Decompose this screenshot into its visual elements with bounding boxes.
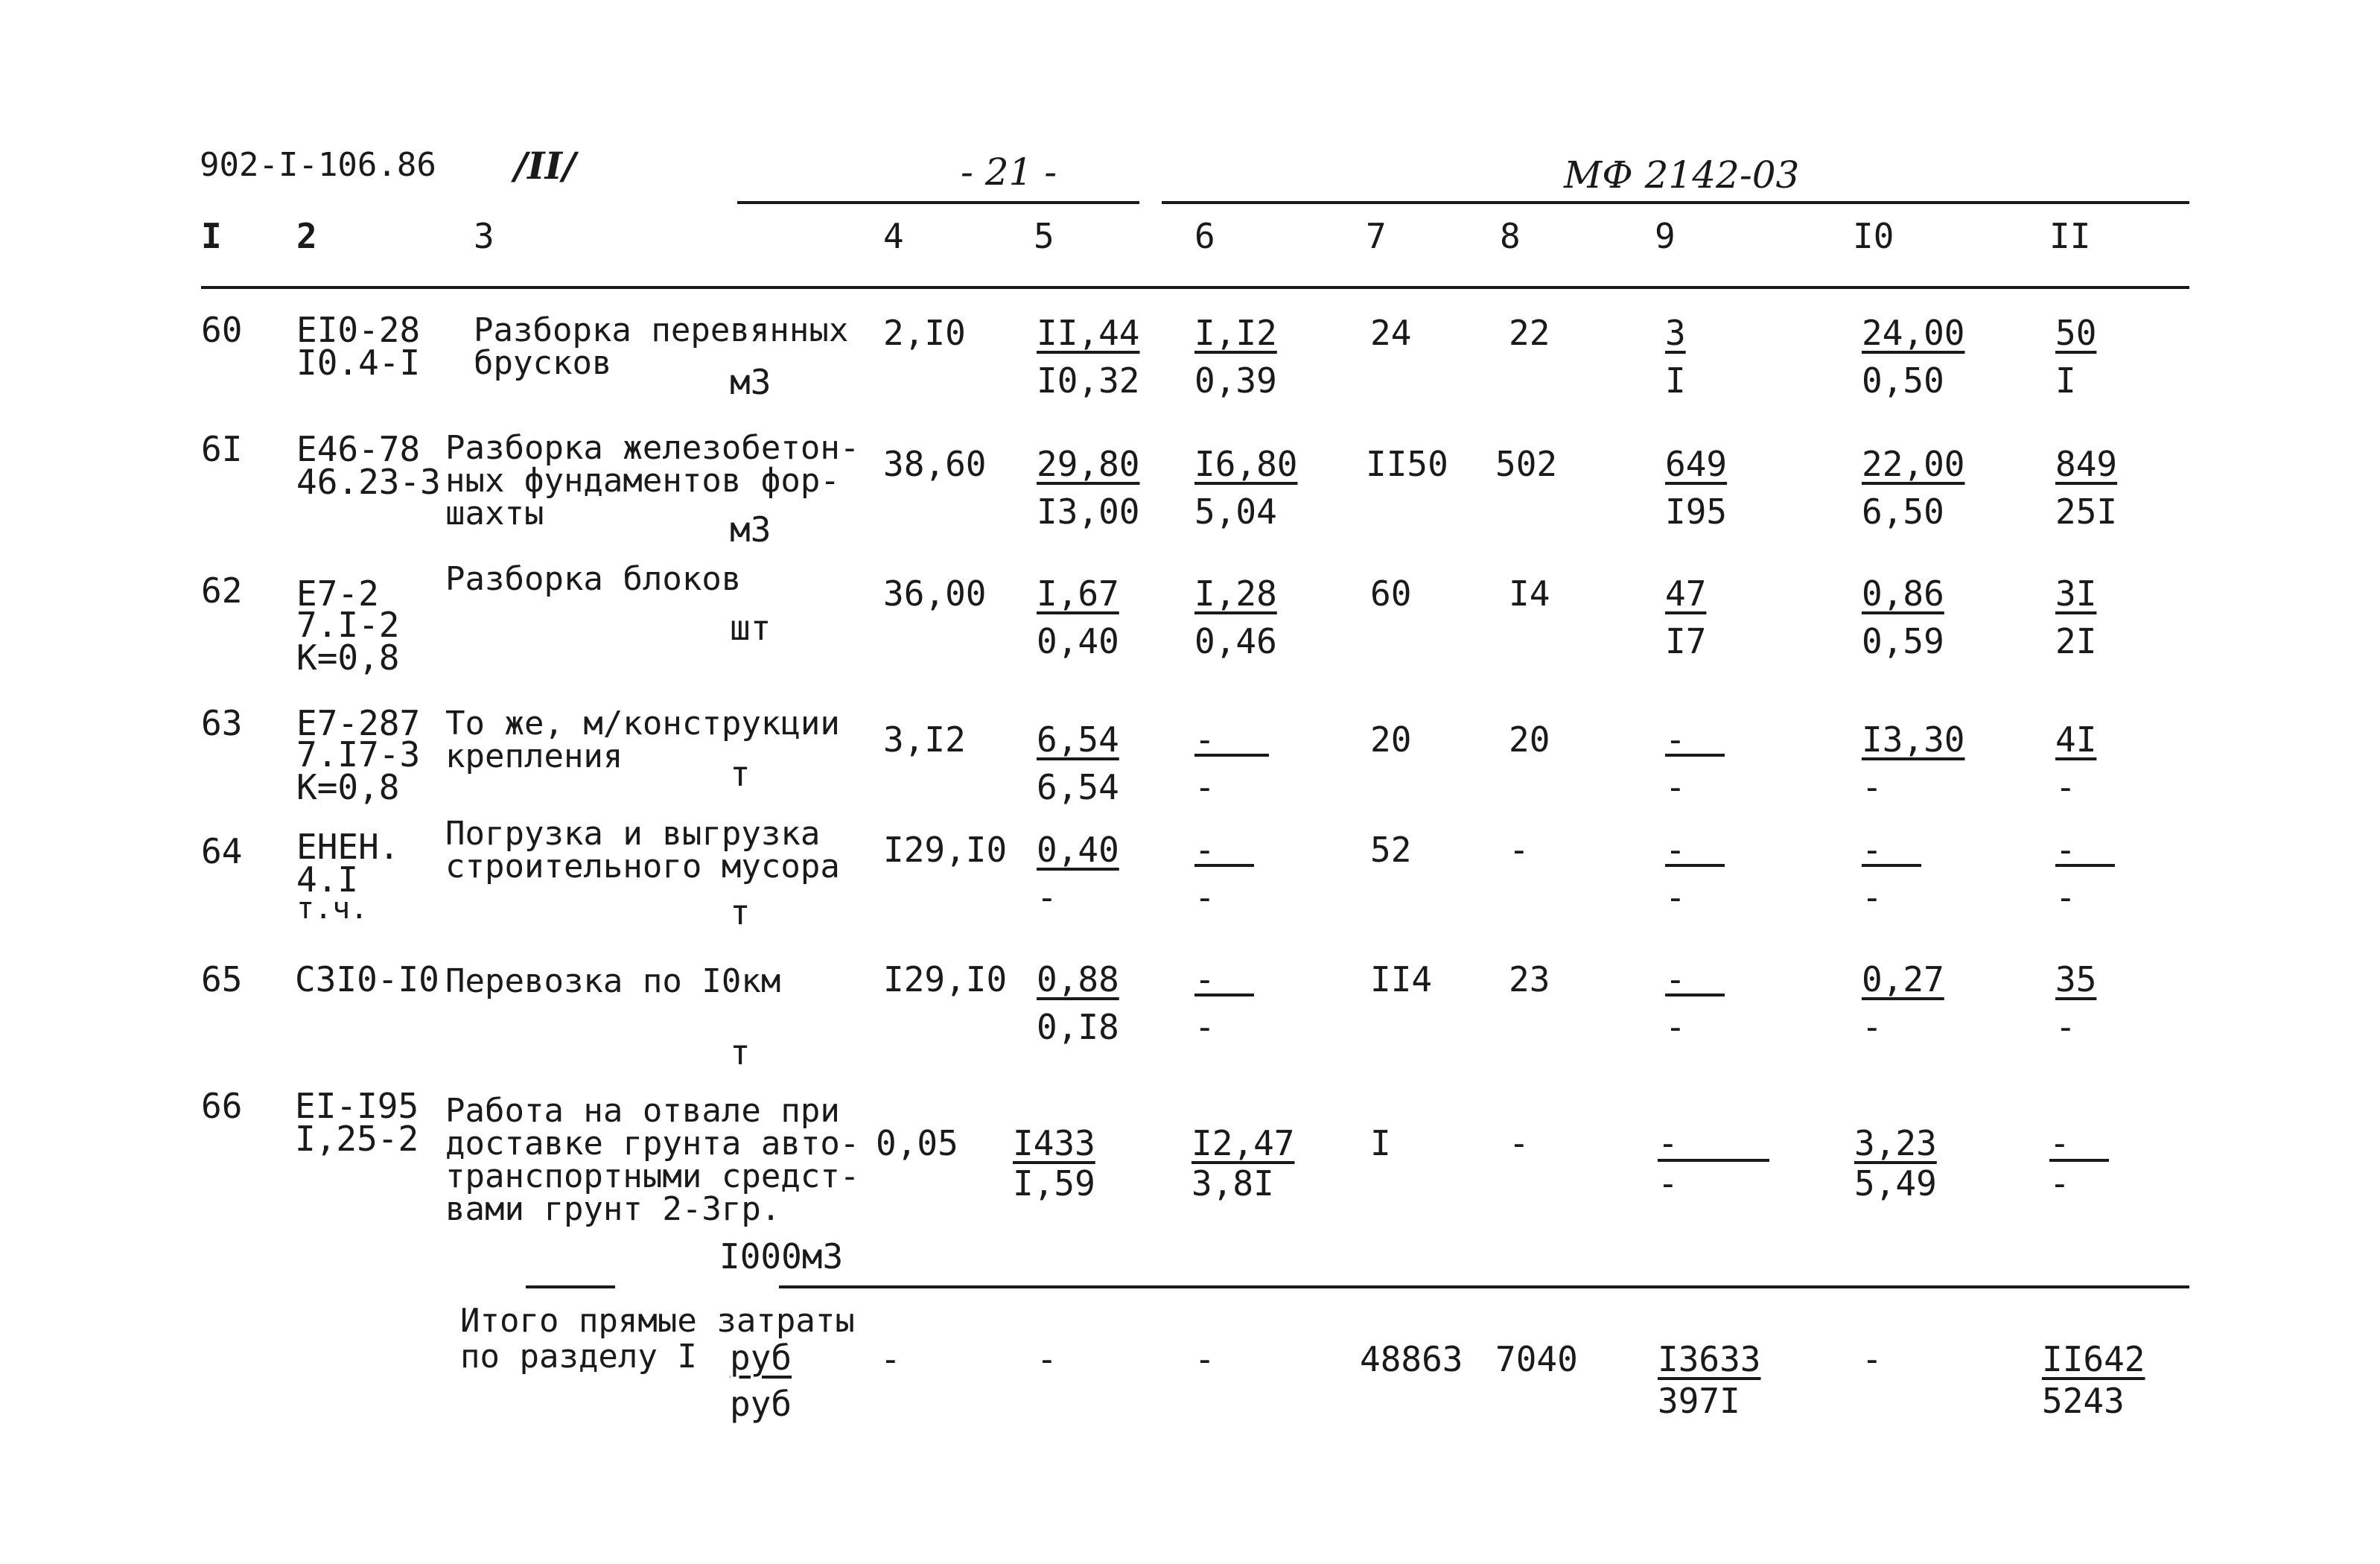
unit-cost: 0,88 xyxy=(1037,959,1119,999)
norm-code: Е7-2 xyxy=(296,573,379,614)
row-number: 63 xyxy=(201,703,243,743)
labor-total: 35 xyxy=(2055,959,2097,999)
work-description: вами грунт 2-3гр. xyxy=(445,1190,781,1228)
labor-norm-machine: - xyxy=(1862,1007,1883,1047)
underline-rule xyxy=(1194,864,1254,867)
machine-cost: - xyxy=(1194,830,1215,870)
work-description: Разборка блоков xyxy=(445,560,742,598)
labor-norm: - xyxy=(1862,830,1883,870)
norm-code: Е7-287 xyxy=(296,703,421,743)
column-header-5: 5 xyxy=(1034,216,1054,256)
norm-code: I0.4-I xyxy=(296,343,421,383)
total-label: Итого прямые затраты xyxy=(460,1302,855,1340)
column-header-rule xyxy=(201,286,2189,289)
unit-cost-wages: I3,00 xyxy=(1037,492,1140,532)
row-number: 66 xyxy=(201,1086,243,1126)
machine-cost: - xyxy=(1194,719,1215,760)
labor-norm-machine: 5,49 xyxy=(1854,1163,1937,1204)
total-unit-cost: - xyxy=(1037,1339,1057,1379)
underline-rule xyxy=(1658,1159,1769,1162)
machine-cost-wages: - xyxy=(1194,1007,1215,1047)
work-description: Разборка железобетон- xyxy=(445,429,860,467)
unit-cost-wages: I,59 xyxy=(1013,1163,1095,1204)
unit-cost: I,67 xyxy=(1037,573,1119,614)
total-direct-cost: 48863 xyxy=(1360,1339,1463,1379)
machine-cost: I6,80 xyxy=(1194,444,1298,484)
labor-norm: 22,00 xyxy=(1862,444,1965,484)
labor-norm: 0,86 xyxy=(1862,573,1944,614)
work-description: ных фундаментов фор- xyxy=(445,462,840,500)
norm-code: ЕI0-28 xyxy=(296,310,421,350)
machine-cost: I2,47 xyxy=(1191,1123,1295,1163)
labor-norm: 0,27 xyxy=(1862,959,1944,999)
machine-total-wages: I xyxy=(1665,360,1686,401)
work-description: строительного мусора xyxy=(445,848,840,886)
column-header-2: 2 xyxy=(296,216,317,256)
work-description: Работа на отвале при xyxy=(445,1092,840,1130)
unit-of-measure: I000м3 xyxy=(719,1236,844,1277)
unit-cost: I433 xyxy=(1013,1123,1095,1163)
unit-cost-wages: - xyxy=(1037,877,1057,918)
total-labor-machine: 5243 xyxy=(2042,1381,2125,1421)
unit-cost-wages: 0,I8 xyxy=(1037,1007,1119,1047)
page-number: - 21 - xyxy=(961,150,1057,194)
column-header-6: 6 xyxy=(1194,216,1215,256)
labor-norm-machine: 6,50 xyxy=(1862,492,1944,532)
total-machine-total-wages: 397I xyxy=(1658,1381,1740,1421)
underline-rule xyxy=(1862,864,1921,867)
total-label: по разделу I xyxy=(460,1338,697,1376)
quantity: I29,I0 xyxy=(883,830,1008,870)
norm-code: СЗI0-I0 xyxy=(295,959,439,999)
work-description: шахты xyxy=(445,495,544,533)
machine-cost: - xyxy=(1194,959,1215,999)
wages-total: 22 xyxy=(1509,313,1550,353)
total-labor-norm: - xyxy=(1862,1339,1883,1379)
total-cost: II4 xyxy=(1370,959,1433,999)
wages-total: I4 xyxy=(1509,573,1550,614)
norm-code: К=0,8 xyxy=(296,638,400,678)
norm-code: К=0,8 xyxy=(296,767,400,807)
total-unit: руб xyxy=(730,1338,792,1378)
labor-total: - xyxy=(2049,1123,2070,1163)
document-code: 902-I-106.86 xyxy=(200,146,436,184)
machine-total: - xyxy=(1665,959,1686,999)
total-quantity: - xyxy=(880,1339,901,1379)
labor-norm: 24,00 xyxy=(1862,313,1965,353)
row-number: 62 xyxy=(201,570,243,611)
column-header-1: I xyxy=(201,216,222,256)
machine-cost: I,28 xyxy=(1194,573,1277,614)
labor-total-machine: 25I xyxy=(2055,492,2118,532)
total-cost: 20 xyxy=(1370,719,1412,760)
header-rule-right xyxy=(1162,201,2189,204)
machine-cost-wages: - xyxy=(1194,767,1215,807)
total-cost: 24 xyxy=(1370,313,1412,353)
unit-of-measure: шт xyxy=(730,608,771,648)
unit-cost-wages: 6,54 xyxy=(1037,767,1119,807)
machine-total-wages: - xyxy=(1665,767,1686,807)
labor-total-machine: 2I xyxy=(2055,621,2097,661)
total-cost: 52 xyxy=(1370,830,1412,870)
machine-total: 649 xyxy=(1665,444,1728,484)
work-description: Разборка перевянных xyxy=(474,311,849,349)
labor-total: - xyxy=(2055,830,2076,870)
total-machine-cost: - xyxy=(1194,1339,1215,1379)
machine-total: - xyxy=(1665,830,1686,870)
machine-total-wages: - xyxy=(1665,1007,1686,1047)
machine-total: - xyxy=(1665,719,1686,760)
total-rule xyxy=(779,1285,2189,1288)
work-description: крепления xyxy=(445,737,623,775)
labor-norm-machine: 0,59 xyxy=(1862,621,1944,661)
total-unit: руб xyxy=(730,1384,792,1424)
underline-rule xyxy=(2055,864,2115,867)
unit-cost: 0,40 xyxy=(1037,830,1119,870)
underline-rule xyxy=(1665,864,1725,867)
machine-total-wages: - xyxy=(1665,877,1686,918)
unit-of-measure: т xyxy=(730,754,751,794)
labor-total-machine: - xyxy=(2055,877,2076,918)
wages-total: 502 xyxy=(1495,444,1558,484)
row-number: 64 xyxy=(201,831,243,871)
labor-norm: 3,23 xyxy=(1854,1123,1937,1163)
column-header-7: 7 xyxy=(1366,216,1387,256)
machine-total: 3 xyxy=(1665,313,1686,353)
labor-total-machine: I xyxy=(2055,360,2076,401)
unit-cost-wages: I0,32 xyxy=(1037,360,1140,401)
header-rule-left xyxy=(737,201,1139,204)
norm-code: Е46-78 xyxy=(296,429,421,469)
norm-code: ЕI-I95 xyxy=(295,1086,419,1126)
unit-cost: II,44 xyxy=(1037,313,1140,353)
labor-norm-machine: - xyxy=(1862,767,1883,807)
wages-total: - xyxy=(1509,1123,1530,1163)
labor-norm: I3,30 xyxy=(1862,719,1965,760)
total-labor: II642 xyxy=(2042,1339,2145,1379)
machine-cost-wages: 0,46 xyxy=(1194,621,1277,661)
labor-total-machine: - xyxy=(2055,767,2076,807)
machine-total-wages: - xyxy=(1658,1163,1679,1204)
work-description: транспортными средст- xyxy=(445,1157,860,1195)
machine-total-wages: I7 xyxy=(1665,621,1707,661)
machine-total: - xyxy=(1658,1123,1679,1163)
labor-total-machine: - xyxy=(2049,1163,2070,1204)
work-description: Погрузка и выгрузка xyxy=(445,815,821,853)
work-description: брусков xyxy=(474,344,612,382)
work-description: То же, м/конструкции xyxy=(445,705,840,743)
work-description: Перевозка по I0км xyxy=(445,962,781,1000)
unit-of-measure: т xyxy=(730,1032,751,1072)
machine-cost-wages: 0,39 xyxy=(1194,360,1277,401)
quantity: 0,05 xyxy=(876,1123,958,1163)
column-header-10: I0 xyxy=(1853,216,1894,256)
machine-total-wages: I95 xyxy=(1665,492,1728,532)
total-cost: I xyxy=(1370,1123,1391,1163)
machine-total: 47 xyxy=(1665,573,1707,614)
labor-norm-machine: 0,50 xyxy=(1862,360,1944,401)
machine-cost-wages: - xyxy=(1194,877,1215,918)
total-rule-left xyxy=(526,1285,615,1288)
norm-code: 7.I-2 xyxy=(296,605,400,645)
wages-total: 20 xyxy=(1509,719,1550,760)
wages-total: - xyxy=(1509,830,1530,870)
column-header-4: 4 xyxy=(883,216,904,256)
norm-code: 7.I7-3 xyxy=(296,734,421,775)
machine-cost-wages: 5,04 xyxy=(1194,492,1277,532)
quantity: 36,00 xyxy=(883,573,987,614)
quantity: 38,60 xyxy=(883,444,987,484)
column-header-3: 3 xyxy=(474,216,494,256)
column-header-11: II xyxy=(2049,216,2091,256)
total-cost: II50 xyxy=(1366,444,1448,484)
labor-total: 50 xyxy=(2055,313,2097,353)
machine-cost: I,I2 xyxy=(1194,313,1277,353)
labor-total-machine: - xyxy=(2055,1007,2076,1047)
unit-cost-wages: 0,40 xyxy=(1037,621,1119,661)
underline-rule xyxy=(1665,994,1725,996)
section-mark: /II/ xyxy=(514,144,576,188)
underline-rule xyxy=(1194,754,1269,757)
unit-cost: 29,80 xyxy=(1037,444,1140,484)
document-reference: МФ 2142-03 xyxy=(1564,153,1800,197)
row-number: 60 xyxy=(201,310,243,350)
labor-total: 4I xyxy=(2055,719,2097,760)
labor-total: 3I xyxy=(2055,573,2097,614)
norm-code: 46.23-3 xyxy=(296,462,441,502)
wages-total: 23 xyxy=(1509,959,1550,999)
norm-code: 4.I xyxy=(296,859,359,900)
quantity: 2,I0 xyxy=(883,313,966,353)
underline-rule xyxy=(2049,1159,2109,1162)
column-header-9: 9 xyxy=(1655,216,1676,256)
row-number: 6I xyxy=(201,429,243,469)
norm-code: I,25-2 xyxy=(295,1119,419,1159)
total-cost: 60 xyxy=(1370,573,1412,614)
row-number: 65 xyxy=(201,959,243,999)
unit-of-measure: т xyxy=(730,892,751,932)
unit-cost: 6,54 xyxy=(1037,719,1119,760)
labor-norm-machine: - xyxy=(1862,877,1883,918)
unit-of-measure: м3 xyxy=(730,362,771,402)
labor-total: 849 xyxy=(2055,444,2118,484)
unit-of-measure: м3 xyxy=(730,509,771,550)
work-description: доставке грунта авто- xyxy=(445,1125,860,1163)
quantity: I29,I0 xyxy=(883,959,1008,999)
machine-cost-wages: 3,8I xyxy=(1191,1163,1274,1204)
total-wages: 7040 xyxy=(1495,1339,1578,1379)
column-header-8: 8 xyxy=(1500,216,1521,256)
total-machine-total: I3633 xyxy=(1658,1339,1761,1379)
underline-rule xyxy=(1665,754,1725,757)
quantity: 3,I2 xyxy=(883,719,966,760)
norm-code: ЕНЕН. xyxy=(296,827,400,867)
underline-rule xyxy=(1194,994,1254,996)
norm-code: т.ч. xyxy=(296,891,369,926)
